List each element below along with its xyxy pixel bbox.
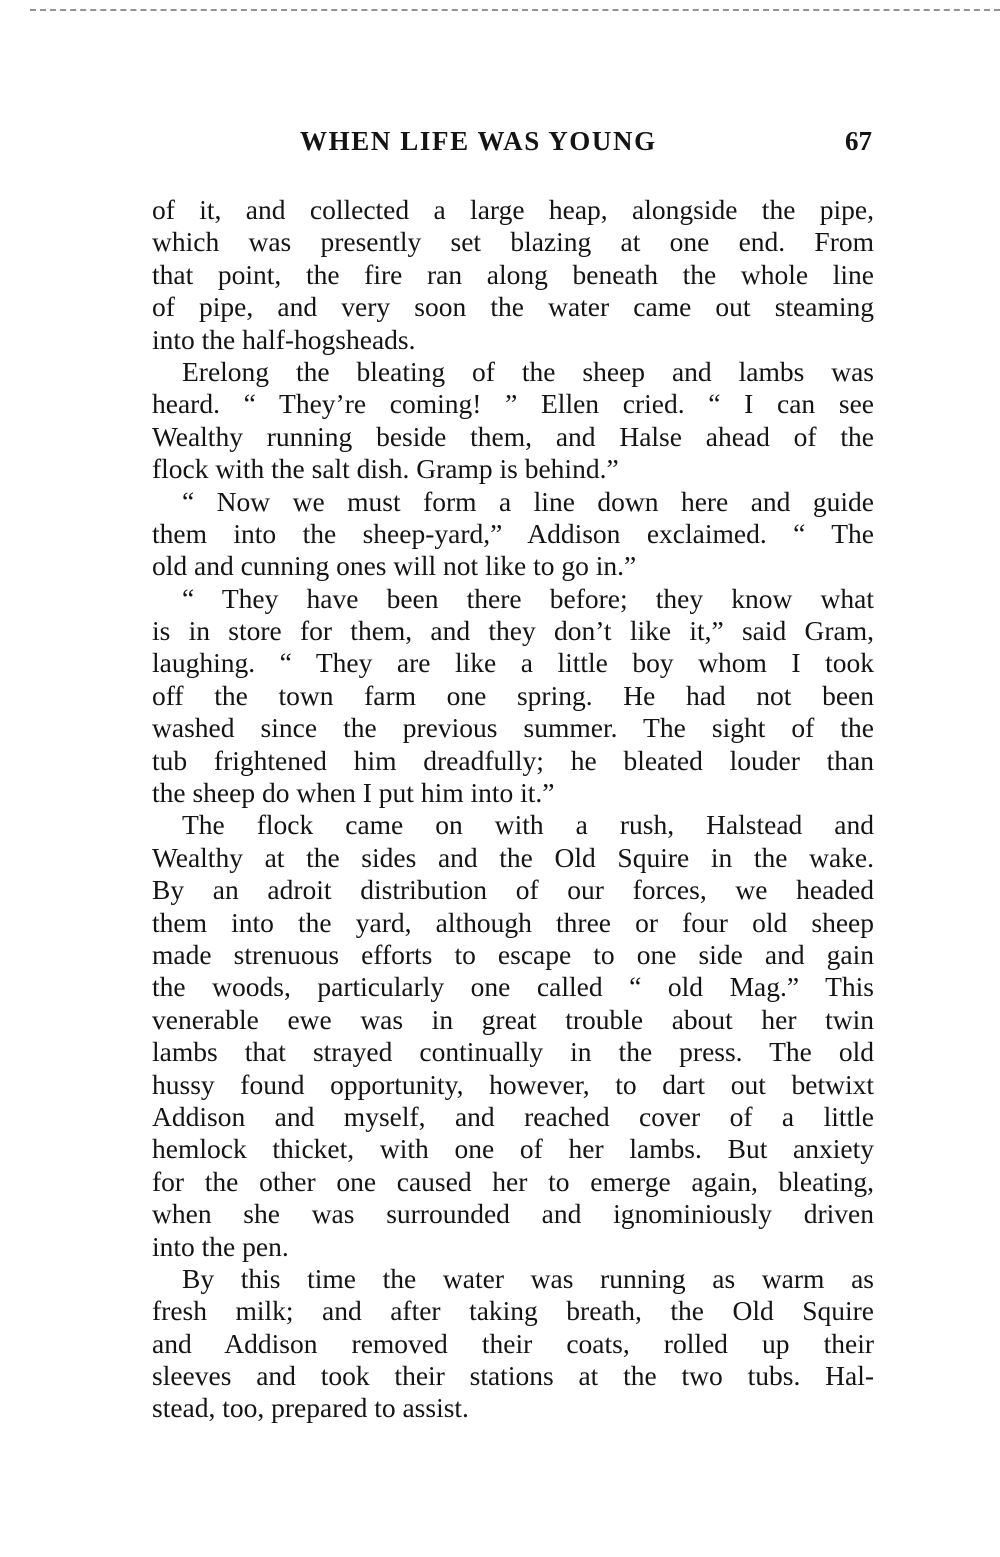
text-line: heard. “ They’re coming! ” Ellen cried. “ I can see	[152, 388, 874, 420]
text-line: that point, the fire ran along beneath the whole line	[152, 258, 874, 290]
text-line: “ Now we must form a line down here and guide	[182, 485, 874, 517]
text-line: stead, too, prepared to assist.	[152, 1392, 469, 1424]
running-title: WHEN LIFE WAS YOUNG	[300, 126, 657, 156]
text-line: which was presently set blazing at one end. From	[152, 226, 874, 258]
text-line: of pipe, and very soon the water came out steaming	[152, 291, 874, 323]
text-line: “ They have been there before; they know what	[182, 582, 874, 614]
text-line: Wealthy at the sides and the Old Squire in the wake.	[152, 841, 874, 873]
text-line: tub frightened him dreadfully; he bleated louder than	[152, 744, 874, 776]
text-line: By an adroit distribution of our forces, we headed	[152, 874, 874, 906]
text-line: when she was surrounded and ignominiously driven	[152, 1198, 874, 1230]
text-line: them into the yard, although three or four old sheep	[152, 906, 874, 938]
text-line: flock with the salt dish. Gramp is behind.”	[152, 453, 619, 485]
text-line: Erelong the bleating of the sheep and lambs was	[182, 355, 874, 387]
text-line: the sheep do when I put him into it.”	[152, 777, 555, 809]
scan-edge-border	[30, 9, 1000, 11]
text-line: and Addison removed their coats, rolled up their	[152, 1327, 874, 1359]
text-line: lambs that strayed continually in the press. The old	[152, 1036, 874, 1068]
text-line: made strenuous efforts to escape to one side and gain	[152, 938, 874, 970]
text-line: Wealthy running beside them, and Halse ahead of the	[152, 420, 874, 452]
running-head	[150, 121, 876, 161]
text-line: for the other one caused her to emerge again, bleating,	[152, 1165, 874, 1197]
text-line: is in store for them, and they don’t like it,” said Gram,	[152, 615, 874, 647]
text-line: into the pen.	[152, 1230, 289, 1262]
text-line: hussy found opportunity, however, to dart out betwixt	[152, 1068, 874, 1100]
text-line: venerable ewe was in great trouble about her twin	[152, 1003, 874, 1035]
text-line: of it, and collected a large heap, alongside the pipe,	[152, 194, 874, 225]
page-number: 67	[845, 126, 872, 156]
text-line: into the half-hogsheads.	[152, 323, 416, 355]
text-line: laughing. “ They are like a little boy whom I took	[152, 647, 874, 679]
page-body-text	[152, 194, 874, 1425]
text-line: old and cunning ones will not like to go in.”	[152, 550, 637, 582]
text-line: washed since the previous summer. The sight of the	[152, 712, 874, 744]
text-line: the woods, particularly one called “ old Mag.” This	[152, 971, 874, 1003]
text-line: The flock came on with a rush, Halstead and	[182, 809, 874, 841]
text-line: fresh milk; and after taking breath, the Old Squire	[152, 1295, 874, 1327]
text-line: off the town farm one spring. He had not been	[152, 679, 874, 711]
text-line: sleeves and took their stations at the two tubs. Hal-	[152, 1360, 874, 1392]
text-line: By this time the water was running as warm as	[182, 1262, 874, 1294]
text-line: them into the sheep-yard,” Addison exclaimed. “ The	[152, 517, 874, 549]
text-line: hemlock thicket, with one of her lambs. But anxiety	[152, 1133, 874, 1165]
text-line: Addison and myself, and reached cover of a little	[152, 1100, 874, 1132]
